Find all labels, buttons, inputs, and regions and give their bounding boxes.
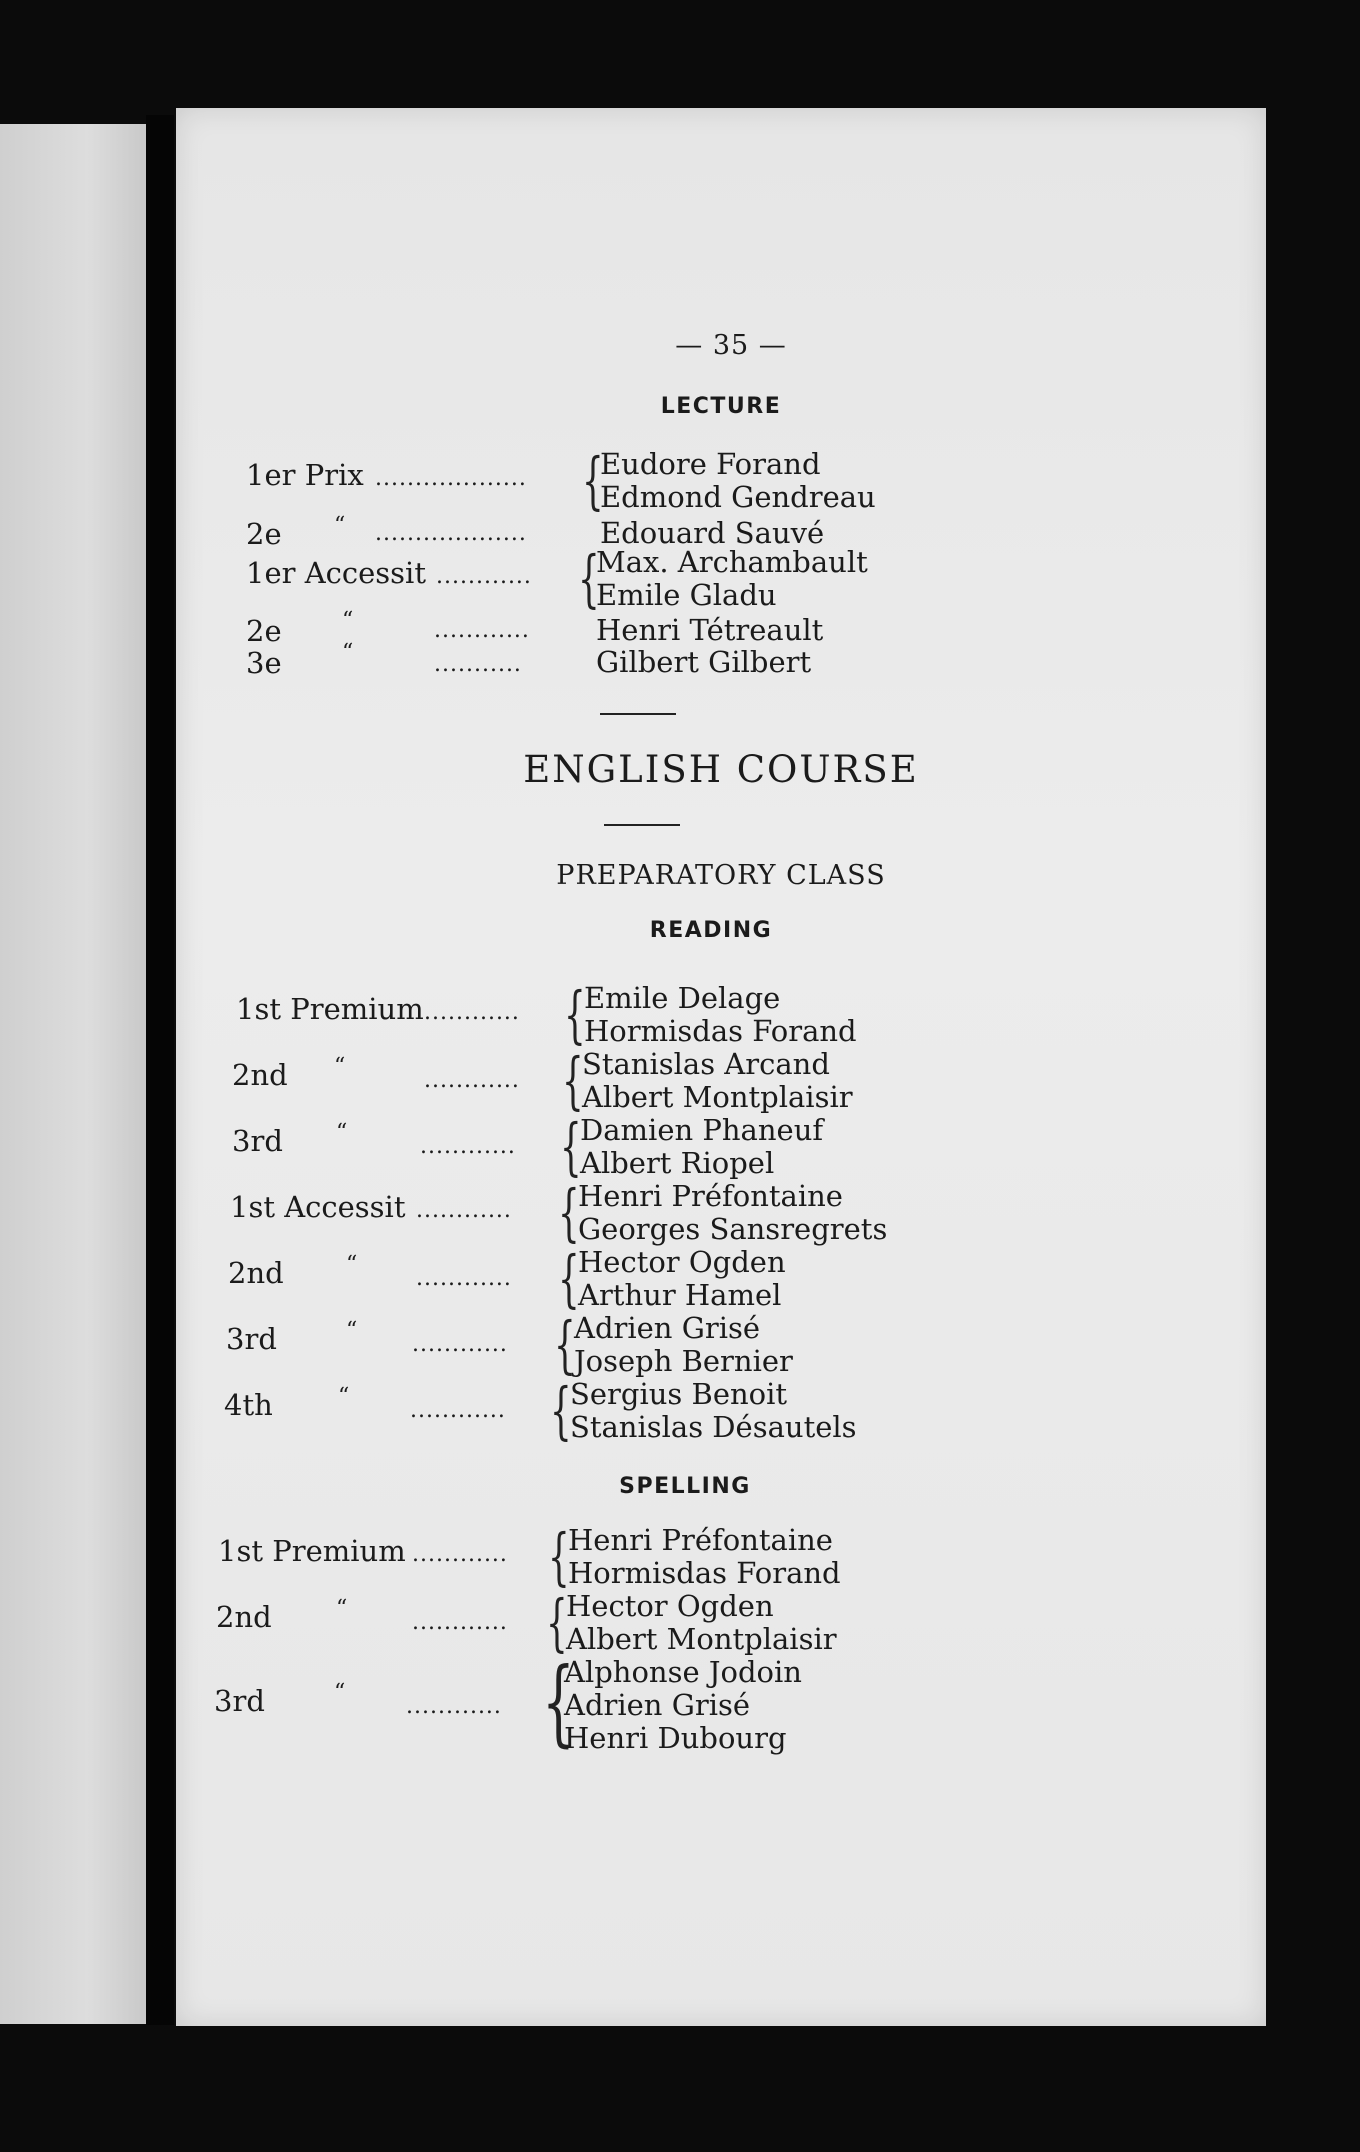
reading-row [176, 1176, 1266, 1249]
page-number: — 35 — [675, 330, 787, 361]
award-label: 1st Accessit [230, 1190, 406, 1224]
winner-names [584, 982, 857, 1048]
section-divider [604, 824, 680, 826]
winner-name: Eudore Forand [600, 447, 821, 481]
leader-dots: ............ [412, 1542, 508, 1567]
brace: { [578, 542, 600, 615]
document-page [176, 108, 1266, 2026]
book-gutter [146, 115, 174, 2025]
brace: { [546, 1586, 568, 1659]
ditto-mark: “ [346, 1318, 358, 1343]
leader-dots: ................... [375, 466, 527, 491]
winner-name: Arthur Hamel [578, 1278, 782, 1312]
spelling-row [176, 1586, 1266, 1659]
winner-name: Adrien Grisé [574, 1311, 761, 1345]
winner-name: Alphonse Jodoin [564, 1655, 802, 1689]
winner-name: Henri Dubourg [564, 1721, 787, 1755]
winner-names [570, 1378, 857, 1444]
spelling-heading: SPELLING [619, 1474, 751, 1499]
leader-dots: ............ [424, 1000, 520, 1025]
winner-names [578, 1180, 887, 1246]
brace: { [558, 1176, 580, 1249]
brace: { [550, 1374, 572, 1447]
ditto-mark: “ [342, 608, 354, 633]
winner-name: Emile Gladu [596, 578, 777, 612]
award-label: 2e [246, 517, 282, 551]
winner-names [596, 614, 823, 647]
ditto-mark: “ [338, 1384, 350, 1409]
leader-dots: ............ [436, 564, 532, 589]
lecture-row [176, 513, 1266, 551]
section-divider [600, 713, 676, 715]
spelling-row [176, 1520, 1266, 1593]
winner-name: Albert Riopel [580, 1146, 775, 1180]
lecture-row [176, 640, 1266, 680]
brace: { [582, 444, 604, 517]
winner-name: Georges Sansregrets [578, 1212, 888, 1246]
award-label: 1er Accessit [246, 556, 426, 590]
brace: { [542, 1648, 575, 1757]
winner-name: Edouard Sauvé [600, 516, 825, 550]
winner-names [596, 646, 811, 679]
previous-page-edge [0, 124, 146, 2024]
lecture-row [176, 542, 1266, 615]
brace: { [558, 1242, 580, 1315]
winner-names [578, 1246, 786, 1312]
winner-name: Hector Ogden [566, 1589, 774, 1623]
ditto-mark: “ [336, 1120, 348, 1145]
lecture-row [176, 608, 1266, 648]
winner-name: Hormisdas Forand [584, 1014, 857, 1048]
leader-dots: ............ [412, 1332, 508, 1357]
leader-dots: ............ [434, 618, 530, 643]
award-label: 2nd [228, 1256, 284, 1290]
winner-name: Max. Archambault [596, 545, 868, 579]
winner-names [580, 1114, 823, 1180]
preparatory-class-heading: PREPARATORY CLASS [556, 860, 886, 891]
leader-dots: ............ [410, 1398, 506, 1423]
award-label: 1st Premium [236, 992, 424, 1026]
winner-name: Albert Montplaisir [582, 1080, 853, 1114]
winner-names [582, 1048, 853, 1114]
ditto-mark: “ [334, 1054, 346, 1079]
leader-dots: ............ [424, 1068, 520, 1093]
reading-row [176, 1242, 1266, 1315]
winner-name: Joseph Bernier [574, 1344, 793, 1378]
brace: { [564, 978, 586, 1051]
winner-name: Damien Phaneuf [580, 1113, 824, 1147]
reading-row [176, 1374, 1266, 1447]
leader-dots: ........... [434, 652, 522, 677]
ditto-mark: “ [342, 640, 354, 665]
ditto-mark: “ [334, 1680, 346, 1705]
leader-dots: ............ [406, 1694, 502, 1719]
leader-dots: ............ [412, 1610, 508, 1635]
lecture-heading: LECTURE [660, 394, 782, 419]
winner-names [564, 1656, 802, 1755]
winner-name: Henri Préfontaine [568, 1523, 833, 1557]
leader-dots: ............ [416, 1266, 512, 1291]
award-label: 3e [246, 646, 282, 680]
winner-name: Hector Ogden [578, 1245, 786, 1279]
reading-row [176, 1110, 1266, 1183]
ditto-mark: “ [334, 513, 346, 538]
winner-name: Henri Tétreault [596, 613, 824, 647]
brace: { [554, 1308, 576, 1381]
award-label: 2nd [216, 1600, 272, 1634]
reading-row [176, 1044, 1266, 1117]
award-label: 2e [246, 614, 282, 648]
winner-name: Gilbert Gilbert [596, 645, 812, 679]
winner-name: Emile Delage [584, 981, 781, 1015]
leader-dots: ................... [375, 521, 527, 546]
winner-name: Albert Montplaisir [566, 1622, 837, 1656]
winner-name: Hormisdas Forand [568, 1556, 841, 1590]
winner-name: Sergius Benoit [570, 1377, 788, 1411]
lecture-row [176, 444, 1266, 517]
winner-names [566, 1590, 837, 1656]
winner-names [600, 448, 876, 514]
reading-heading: READING [649, 918, 773, 943]
award-label: 3rd [226, 1322, 277, 1356]
leader-dots: ............ [416, 1198, 512, 1223]
spelling-row [176, 1648, 1266, 1757]
english-course-heading: ENGLISH COURSE [523, 748, 919, 791]
ditto-mark: “ [336, 1596, 348, 1621]
ditto-mark: “ [346, 1252, 358, 1277]
winner-names [574, 1312, 793, 1378]
award-label: 3rd [232, 1124, 283, 1158]
award-label: 4th [224, 1388, 273, 1422]
reading-row [176, 1308, 1266, 1381]
winner-names [568, 1524, 841, 1590]
winner-name: Stanislas Arcand [582, 1047, 830, 1081]
winner-name: Adrien Grisé [564, 1688, 751, 1722]
winner-names [596, 546, 868, 612]
reading-row [176, 978, 1266, 1051]
award-label: 1st Premium [218, 1534, 406, 1568]
leader-dots: ............ [420, 1134, 516, 1159]
winner-name: Edmond Gendreau [600, 480, 876, 514]
brace: { [548, 1520, 570, 1593]
winner-name: Henri Préfontaine [578, 1179, 843, 1213]
brace: { [560, 1110, 582, 1183]
winner-name: Stanislas Désautels [570, 1410, 857, 1444]
award-label: 3rd [214, 1684, 265, 1718]
award-label: 2nd [232, 1058, 288, 1092]
brace: { [562, 1044, 584, 1117]
award-label: 1er Prix [246, 458, 364, 492]
